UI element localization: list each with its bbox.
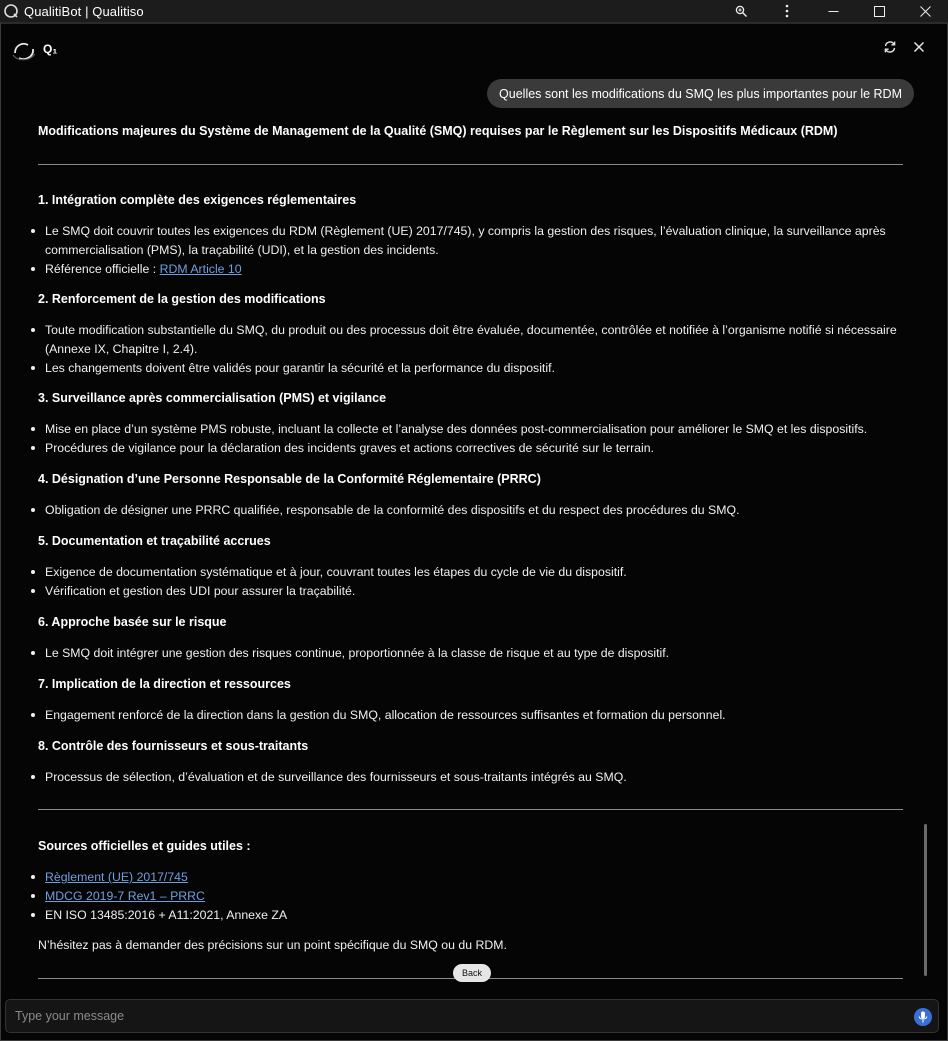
section-title: 4. Désignation d’une Personne Responsable de la Conformité Réglementaire (PRRC) — [38, 472, 541, 486]
list-item: Processus de sélection, d’évaluation et de surveillance des fournisseurs et sous-traitants intégrés au SMQ. — [45, 768, 907, 787]
microphone-icon — [918, 1011, 928, 1023]
scrollbar-thumb[interactable] — [924, 824, 927, 976]
window-title: QualitiBot | Qualitiso — [24, 3, 144, 19]
list-item: Obligation de désigner une PRRC qualifiée, responsable de la conformité des dispositifs et du respect des procédures du SMQ. — [45, 501, 907, 520]
close-icon — [920, 6, 931, 17]
section-title: 5. Documentation et traçabilité accrues — [38, 534, 271, 548]
list-item: EN ISO 13485:2016 + A11:2021, Annexe ZA — [45, 906, 907, 925]
brand-name: Q₁ — [43, 42, 58, 56]
qualitibot-logo-icon — [11, 39, 37, 63]
zoom-icon — [735, 5, 748, 18]
divider — [38, 164, 903, 165]
list-item — [45, 260, 907, 279]
rdm-article-10-link[interactable]: RDM Article 10 — [159, 262, 242, 276]
minimize-button[interactable] — [810, 0, 856, 22]
maximize-button[interactable] — [856, 0, 902, 22]
list-item: Les changements doivent être validés pour garantir la sécurité et la performance du dispositif. — [45, 359, 907, 378]
window-close-button[interactable] — [902, 0, 948, 22]
chat-close-icon[interactable] — [913, 41, 925, 53]
chat-window — [0, 22, 948, 1041]
chat-header — [1, 36, 947, 66]
section-title: 7. Implication de la direction et ressources — [38, 677, 291, 691]
zoom-button[interactable] — [718, 0, 764, 22]
message-input[interactable] — [6, 1000, 896, 1032]
maximize-icon — [874, 6, 885, 17]
more-options-button[interactable] — [764, 0, 810, 22]
regulation-2017-745-link[interactable]: Règlement (UE) 2017/745 — [45, 870, 188, 884]
closing-text: N’hésitez pas à demander des précisions sur un point spécifique du SMQ ou du RDM. — [38, 938, 507, 952]
section-title: 3. Surveillance après commercialisation (PMS) et vigilance — [38, 391, 387, 405]
section-title: 6. Approche basée sur le risque — [38, 615, 227, 629]
section-title: 2. Renforcement de la gestion des modifications — [38, 292, 326, 306]
list-item: Toute modification substantielle du SMQ, du produit ou des processus doit être évaluée, documentée, contrôlée et notifiée à l’organisme notifié si nécessaire (Annexe IX, Chapitre I, 2.4). — [45, 321, 907, 358]
answer-title: Modifications majeures du Système de Management de la Qualité (SMQ) requises par le Règlement sur les Dispositifs Médicaux (RDM) — [38, 124, 838, 138]
list-item: Engagement renforcé de la direction dans la gestion du SMQ, allocation de ressources suffisantes et formation du personnel. — [45, 706, 907, 725]
sources-title: Sources officielles et guides utiles : — [38, 839, 251, 853]
minimize-icon — [828, 6, 839, 17]
list-item: Vérification et gestion des UDI pour assurer la traçabilité. — [45, 582, 907, 601]
qualitiso-logo-icon — [3, 3, 19, 19]
divider — [38, 809, 903, 810]
section-title: 1. Intégration complète des exigences réglementaires — [38, 193, 357, 207]
window-titlebar — [0, 0, 948, 22]
more-vertical-icon — [785, 4, 789, 18]
user-message-text: Quelles sont les modifications du SMQ les plus importantes pour le RDM — [499, 86, 902, 101]
mdcg-2019-7-link[interactable]: MDCG 2019-7 Rev1 – PRRC — [45, 889, 205, 903]
list-item: Exigence de documentation systématique et à jour, couvrant toutes les étapes du cycle de vie du dispositif. — [45, 563, 907, 582]
list-item: Mise en place d’un système PMS robuste, incluant la collecte et l’analyse des données post-commercialisation pour améliorer le SMQ et les dispositifs. — [45, 420, 907, 439]
list-item — [45, 887, 907, 906]
back-button[interactable]: Back — [453, 964, 491, 982]
message-input-box — [5, 999, 939, 1033]
refresh-icon[interactable] — [883, 40, 897, 54]
list-item: Procédures de vigilance pour la déclaration des incidents graves et actions correctives de sécurité sur le terrain. — [45, 439, 907, 458]
reference-label: Référence officielle : — [45, 262, 160, 276]
list-item — [45, 868, 907, 887]
user-message-bubble — [487, 79, 914, 108]
list-item: Le SMQ doit couvrir toutes les exigences du RDM (Règlement (UE) 2017/745), y compris la gestion des risques, l’évaluation clinique, la surveillance après commercialisation (PMS), la traçabilité (UDI), et la gestion des incidents. — [45, 222, 907, 259]
section-title: 8. Contrôle des fournisseurs et sous-traitants — [38, 739, 309, 753]
microphone-button[interactable] — [914, 1008, 932, 1026]
list-item: Le SMQ doit intégrer une gestion des risques continue, proportionnée à la classe de risque et au type de dispositif. — [45, 644, 907, 663]
